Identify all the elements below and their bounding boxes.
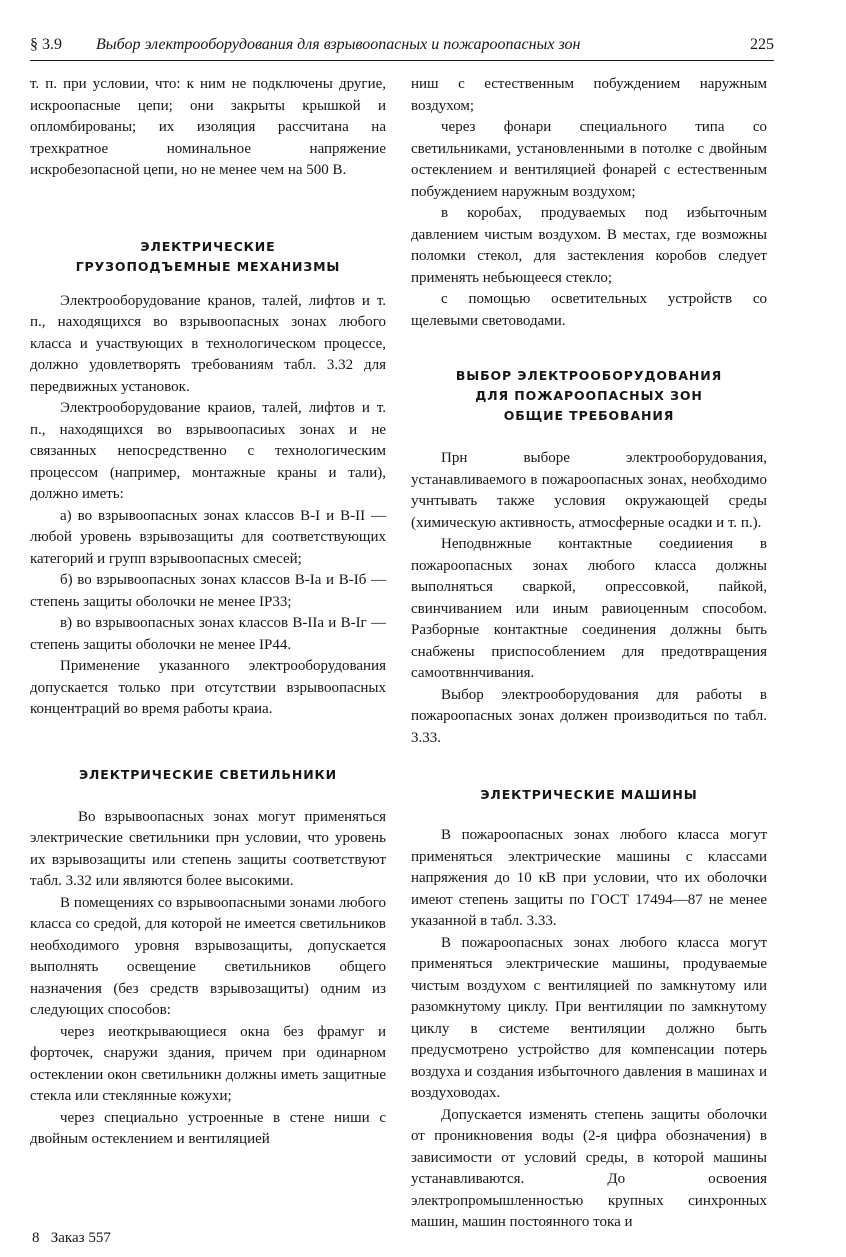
heading-line: ОБЩИЕ ТРЕБОВАНИЯ [503,408,675,423]
paragraph: Допускается изменять степень защиты оболочки от проникновения воды (2-я цифра обозначения) в зависимости от условий среды, в которой машины устанавливаются. До освоения электропромышленностью крупных синхронных машин, машин постоянного тока и [411,1106,767,1230]
paragraph: Электрооборудование краиов, талей, лифтов и т. п., находящихся во взрывоопасиых зонах и не связанных непосредственно с технологическим процессом (например, монтажные краны и тали), должно иметь: [30,400,386,502]
page-footer: 8 Заказ 557 [32,1230,111,1246]
section-heading-fire-zones [411,366,767,426]
heading-line: ЭЛЕКТРИЧЕСКИЕ СВЕТИЛЬНИКИ [78,766,338,782]
list-item: через специально устроенные в стене ниши с двойным остеклением и вентиляцией [30,1109,386,1147]
left-column [30,74,386,1151]
right-column [411,74,767,1234]
section-heading-machines [411,785,767,805]
running-header [30,30,774,61]
heading-line: ГРУЗОПОДЪЕМНЫЕ МЕХАНИЗМЫ [75,258,341,274]
heading-line: ЭЛЕКТРИЧЕСКИЕ МАШИНЫ [480,787,698,802]
heading-line: ЭЛЕКТРИЧЕСКИЕ [140,238,276,254]
page-number: 225 [750,36,774,53]
section-heading-lamps [30,765,386,785]
list-item: а) во взрывоопасных зонах классов В-I и В-II — любой уровень взрывозащиты для соответствующих категорий и групп взрывоопасных смесей; [30,507,386,567]
list-item: через иеоткрывающиеся окна без фрамуг и форточек, снаружи здания, причем при одинарном остеклении окон светильникн должны иметь защитные стекла или стеклянные кожухи; [30,1023,386,1104]
heading-line: ВЫБОР ЭЛЕКТРООБОРУДОВАНИЯ [455,368,723,383]
paragraph: В помещениях со взрывоопасными зонами любого класса со средой, для которой не имеется светильников необходимого уровня взрывозащиты, допускается выполнять освещение светильников общего назначения (без средств взрывозащиты) одним из следующих способов: [30,894,386,1018]
paragraph: Неподвнжные контактные соедииения в пожароопасных зонах любого класса должны выполняться сваркой, опрессовкой, пайкой, свинчиванием или иным равиоценным способом. Разборные контактные соединения должны быть снабжены приспособлением для предотвращения самоотвннчивания. [411,536,767,681]
paragraph: Выбор электрооборудования для работы в пожароопасных зонах должен производиться по табл. 3.33. [411,686,767,746]
paragraph: ниш с естественным побуждением наружным воздухом; [411,76,767,114]
paragraph: В пожароопасных зонах любого класса могут применяться электрические машины с классами напряжения до 10 кВ при условии, что их оболочки имеют степень защиты по ГОСТ 17494—87 не менее указанной в табл. 3.33. [411,827,767,929]
list-item: в коробах, продуваемых под избыточным давлением чистым воздухом. В местах, где возможны поломки стекол, для застекления коробов следует применять небьющееся стекло; [411,205,767,286]
list-item: с помощью осветительных устройств со щелевыми световодами. [411,291,767,329]
paragraph: Прн выборе электрооборудования, устанавливаемого в пожароопасных зонах, необходимо учнтывать также условия окружающей среды (химическую активность, атмосферные осадки и т. п.). [411,450,767,531]
list-item: через фонари специального типа со светильниками, установленными в потолке с двойным остеклением и вентиляцией фонарей с естественным побуждением наружным воздухом; [411,119,767,200]
paragraph: т. п. при условии, что: к ним не подключены другие, искроопасные цепи; они закрыты крышкой и опломбированы; их изоляция рассчитана на трехкратное номинальное напряжение искробезопасной цепи, но не менее чем на 500 В. [30,76,386,178]
paragraph: В пожароопасных зонах любого класса могут применяться электрические машины, продуваемые чистым воздухом с вентиляцией по замкнутому или разомкнутому циклу. При вентиляции по замкнутому циклу в системе вентиляции должно быть предусмотрено устройство для компенсации потерь воздуха и создания избыточного давления в машинах и воздуховодах. [411,934,767,1101]
paragraph: Во взрывоопасных зонах могут применяться электрические светильники прн условии, что уровень их взрывозащиты или степень защиты соответствуют табл. 3.32 или являются более высокими. [30,808,386,889]
list-item: в) во взрывоопасных зонах классов В-IIа и В-Iг — степень защиты оболочки не менее IP44. [30,615,386,653]
heading-line: ДЛЯ ПОЖАРООПАСНЫХ ЗОН [475,388,703,403]
section-heading-lifting [30,237,386,277]
paragraph: Применение указанного электрооборудования допускается только при отсутствии взрывоопасных концентраций во время работы краиа. [30,658,386,717]
running-title: Выбор электрооборудования для взрывоопасных и пожароопасных зон [96,36,581,53]
section-number: § 3.9 [30,36,62,53]
list-item: б) во взрывоопасных зонах классов В-Iа и В-Iб — степень защиты оболочки не менее IP33; [30,572,386,610]
paragraph: Электрооборудование кранов, талей, лифтов и т. п., находящихся во взрывоопасных зонах любого класса и участвующих в технологическом процессе, должно удовлетворять требованиям табл. 3.32 для передвижных установок. [30,292,386,395]
